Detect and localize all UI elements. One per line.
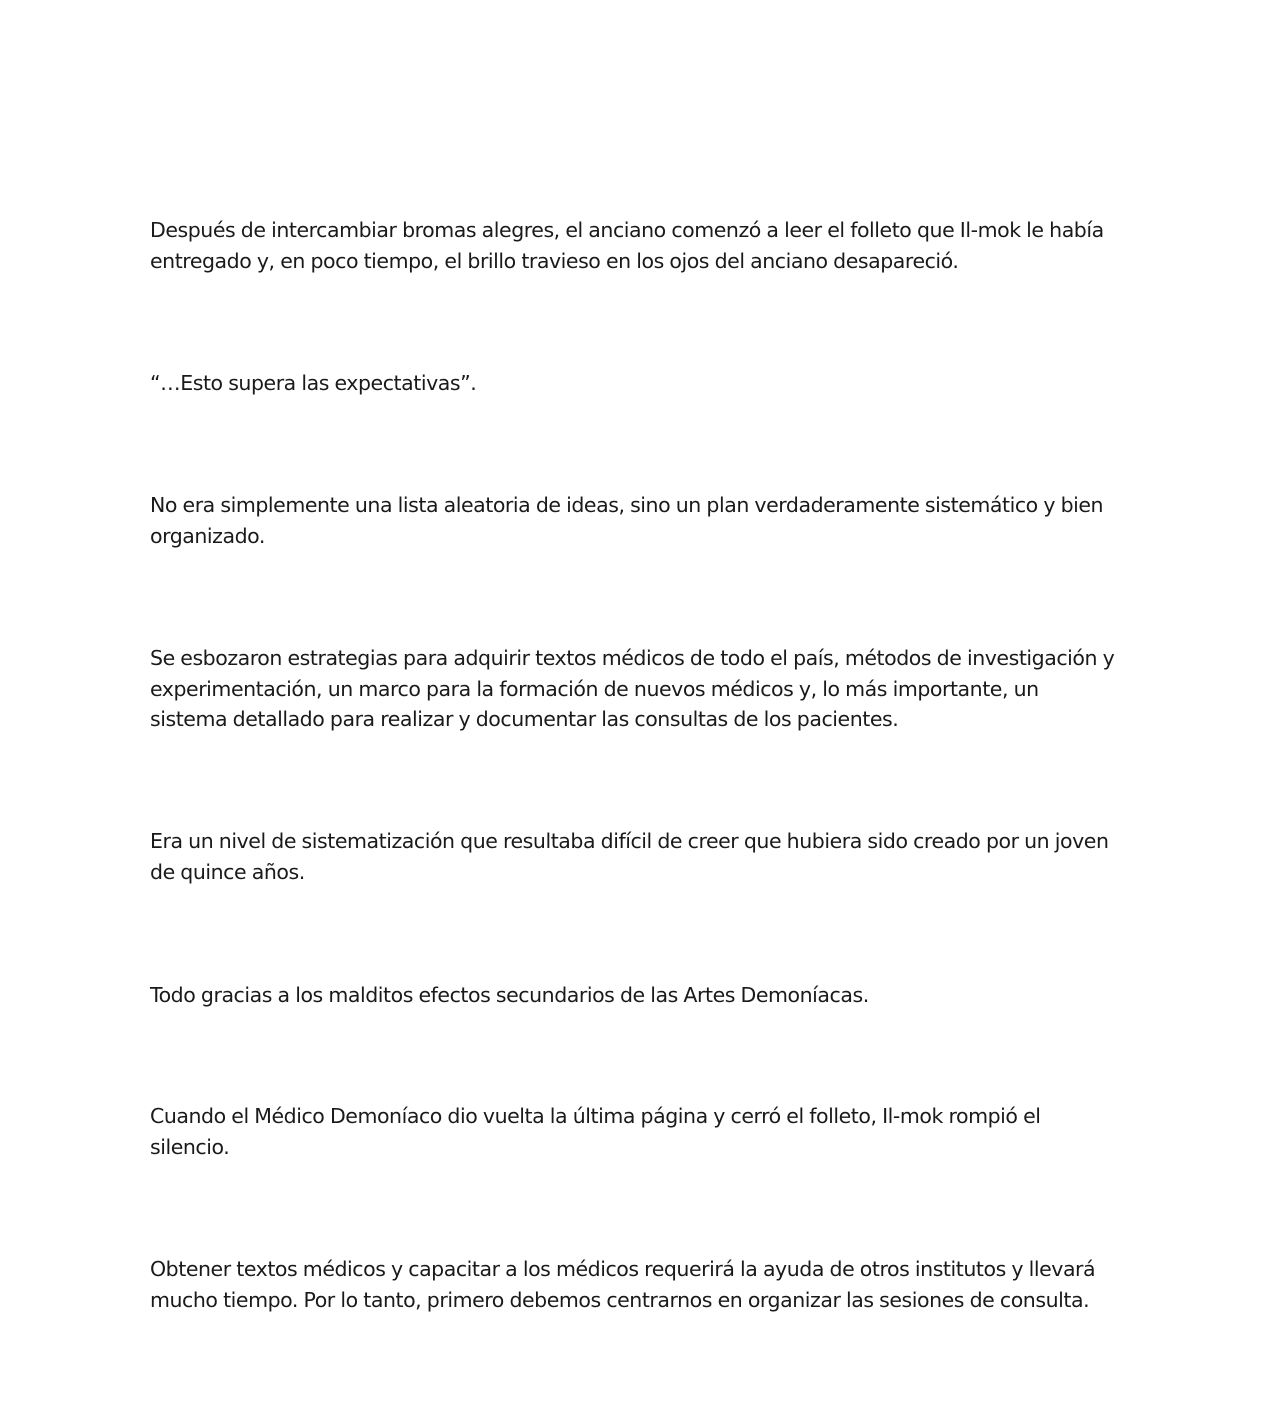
paragraph: Era un nivel de sistematización que resultaba difícil de creer que hubiera sido creado por un joven de quince años. bbox=[150, 829, 1109, 884]
paragraph: Obtener textos médicos y capacitar a los médicos requerirá la ayuda de otros institutos y llevará mucho tiempo. Por lo tanto, primero debemos centrarnos en organizar las sesiones de consulta. bbox=[150, 1257, 1096, 1312]
paragraph: Cuando el Médico Demoníaco dio vuelta la última página y cerró el folleto, Il-mok rompió el silencio. bbox=[150, 1104, 1041, 1159]
paragraph: No era simplemente una lista aleatoria de ideas, sino un plan verdaderamente sistemático y bien organizado. bbox=[150, 493, 1104, 548]
paragraph: Todo gracias a los malditos efectos secundarios de las Artes Demoníacas. bbox=[150, 983, 869, 1007]
paragraph: Después de intercambiar bromas alegres, el anciano comenzó a leer el folleto que Il-mok le había entregado y, en poco tiempo, el brillo travieso en los ojos del anciano desapareció. bbox=[150, 218, 1104, 273]
paragraph: “…Esto supera las expectativas”. bbox=[150, 371, 477, 395]
paragraph: Se esbozaron estrategias para adquirir textos médicos de todo el país, métodos de investigación y experimentación, un marco para la formación de nuevos médicos y, lo más importante, un sistema detallado para realizar y documentar las consultas de los pacientes. bbox=[150, 646, 1115, 732]
